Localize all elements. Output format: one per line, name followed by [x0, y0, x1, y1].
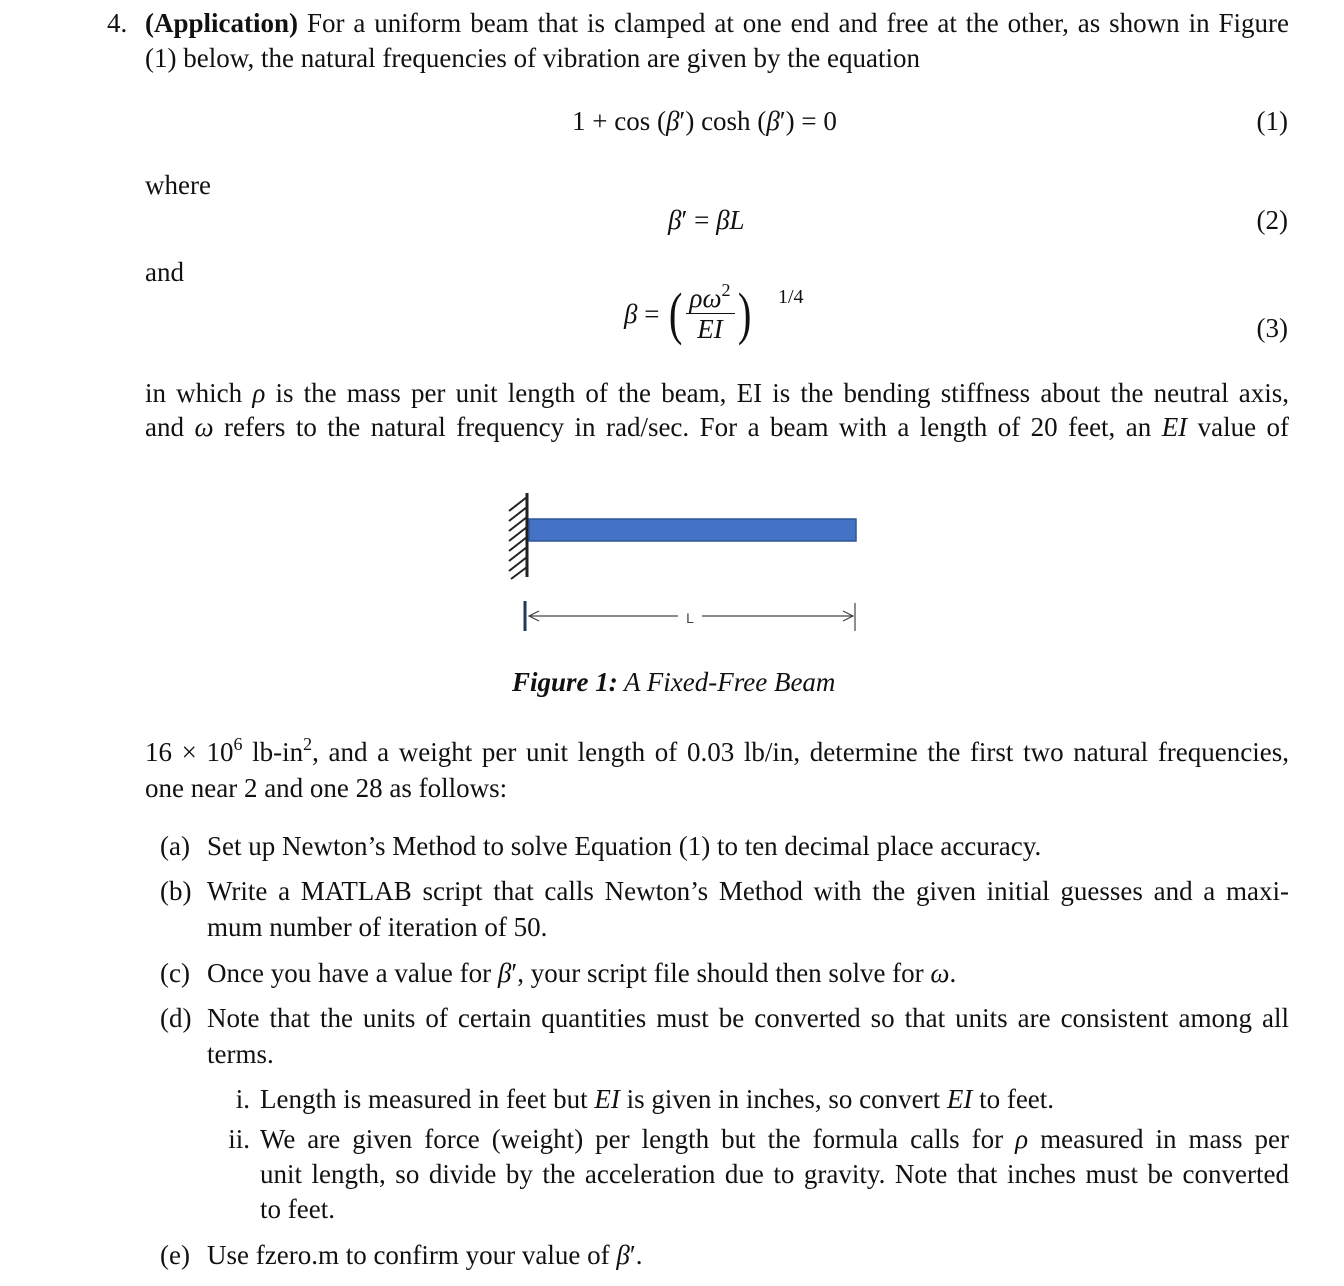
problem-number: 4.: [107, 8, 128, 38]
continuation-line2: one near 2 and one 28 as follows:: [145, 773, 508, 803]
beam-figure: [500, 485, 870, 635]
problem-intro-line2: (1) below, the natural frequencies of vibration are given by the equation: [145, 43, 920, 73]
equation-3-exponent: 1/4: [778, 286, 804, 308]
wall-hatching: [509, 497, 527, 579]
figure-caption-label: Figure 1:: [512, 667, 618, 697]
subpart-ii-label: ii.: [228, 1124, 250, 1154]
part-b-line1: Write a MATLAB script that calls Newton’s Method with the given initial guesses and a maxi-: [207, 876, 1289, 906]
subpart-i-label: i.: [235, 1084, 250, 1114]
part-e-label: (e): [160, 1240, 190, 1270]
subpart-ii-line2: unit length, so divide by the acceleration due to gravity. Note that inches must be converted: [260, 1159, 1289, 1189]
subpart-ii-line3: to feet.: [260, 1194, 335, 1224]
description-line1: in which ρ is the mass per unit length of the beam, EI is the bending stiffness about the neutral axis,: [145, 378, 1290, 408]
where-label: where: [145, 170, 211, 200]
part-e-text: Use fzero.m to confirm your value of β′.: [207, 1240, 643, 1270]
subpart-ii-line1: We are given force (weight) per length but the formula calls for ρ measured in mass per: [260, 1124, 1290, 1154]
figure-caption: [512, 665, 835, 699]
description-line2: and ω refers to the natural frequency in rad/sec. For a beam with a length of 20 feet, an EI value of: [145, 412, 1290, 442]
part-c-text: Once you have a value for β′, your script file should then solve for ω.: [207, 958, 957, 988]
equation-2: β′ = βL: [668, 205, 745, 235]
subpart-i-text: Length is measured in feet but EI is given in inches, so convert EI to feet.: [260, 1084, 1055, 1114]
dimension-label: L: [686, 610, 694, 626]
part-d-line2: terms.: [207, 1039, 274, 1069]
problem-intro-line1: [145, 6, 1289, 40]
equation-2-number: (2): [1256, 205, 1288, 235]
equation-3: β = ( $\frac{\rho\omega^2}{EI}$ ): [624, 280, 751, 346]
intro-text-1: For a uniform beam that is clamped at one end and free at the other, as shown in Figure: [306, 8, 1290, 38]
and-label: and: [145, 257, 184, 287]
part-c-label: (c): [160, 958, 190, 988]
part-b-label: (b): [160, 876, 192, 906]
part-d-line1: Note that the units of certain quantities must be converted so that units are consistent among all: [207, 1003, 1289, 1033]
part-d-label: (d): [160, 1003, 192, 1033]
equation-1-number: (1): [1256, 106, 1288, 136]
part-a-text: Set up Newton’s Method to solve Equation (1) to ten decimal place accuracy.: [207, 831, 1042, 861]
equation-3-number: (3): [1256, 313, 1288, 343]
equation-1: 1 + cos (β′) cosh (β′) = 0: [572, 106, 837, 136]
problem-tag: (Application): [145, 8, 299, 38]
part-a-label: (a): [160, 831, 190, 861]
continuation-line1: $16 \times 10^6$ $lb-in^2$, and a weight per unit length of 0.03 lb/in, determine the first two natural frequencies,: [145, 734, 1289, 767]
beam: [529, 519, 856, 541]
part-b-line2: mum number of iteration of 50.: [207, 912, 548, 942]
figure-caption-text: A Fixed-Free Beam: [624, 667, 836, 697]
